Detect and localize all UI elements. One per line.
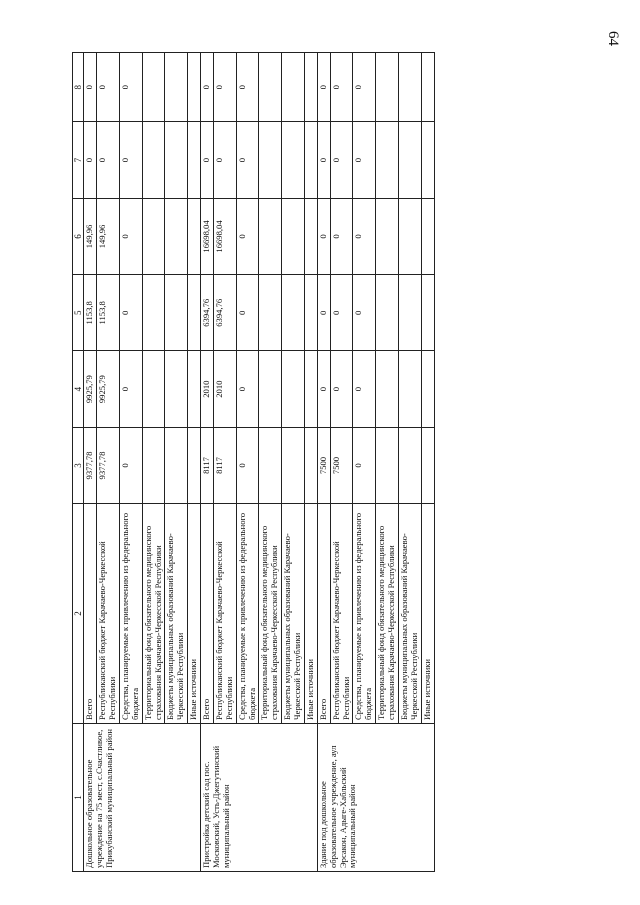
object-name-cell: Здание под дошкольное образовательное учреждение, аул Эрсакон, Адыге-Хабльский муниципальный район [317, 723, 434, 871]
value-cell: 9377,78 [84, 427, 97, 503]
column-header: 7 [73, 122, 84, 198]
value-cell [421, 275, 434, 351]
value-cell: 0 [353, 122, 376, 198]
column-header: 3 [73, 427, 84, 503]
value-cell [142, 122, 165, 198]
value-cell: 0 [330, 275, 353, 351]
value-cell: 0 [119, 198, 142, 274]
funding-source-cell: Территориальный фонд обязательного медицинского страхования Карачаево-Черкесской Республики [259, 504, 282, 724]
value-cell [142, 427, 165, 503]
value-cell [398, 122, 421, 198]
value-cell [165, 427, 188, 503]
value-cell [188, 427, 201, 503]
value-cell: 8117 [201, 427, 214, 503]
funding-source-cell: Всего [84, 504, 97, 724]
value-cell [188, 122, 201, 198]
value-cell: 0 [317, 351, 330, 427]
value-cell [188, 275, 201, 351]
funding-source-cell: Средства, планируемые к привлечению из федерального бюджета [353, 504, 376, 724]
column-header: 2 [73, 504, 84, 724]
value-cell: 0 [353, 275, 376, 351]
funding-source-cell: Территориальный фонд обязательного медицинского страхования Карачаево-Черкесской Республики [142, 504, 165, 724]
funding-source-cell: Республиканский бюджет Карачаево-Черкесской Республики [97, 504, 120, 724]
value-cell: 0 [353, 53, 376, 122]
value-cell [398, 53, 421, 122]
value-cell: 9377,78 [97, 427, 120, 503]
value-cell: 0 [201, 53, 214, 122]
column-header: 1 [73, 723, 84, 871]
value-cell [165, 351, 188, 427]
funding-source-cell: Иные источники [304, 504, 317, 724]
value-cell [421, 198, 434, 274]
value-cell: 8117 [213, 427, 236, 503]
value-cell [165, 53, 188, 122]
value-cell [421, 427, 434, 503]
value-cell: 149,96 [84, 198, 97, 274]
value-cell: 0 [236, 122, 259, 198]
object-name-cell: Пристройка детский сад пос. Московский, Усть-Джегутинский муниципальный район [201, 723, 318, 871]
value-cell [376, 351, 399, 427]
value-cell: 0 [317, 122, 330, 198]
value-cell: 0 [119, 275, 142, 351]
value-cell: 0 [330, 53, 353, 122]
value-cell: 2010 [201, 351, 214, 427]
value-cell: 16698,04 [201, 198, 214, 274]
value-cell [165, 198, 188, 274]
value-cell [304, 275, 317, 351]
value-cell [376, 275, 399, 351]
column-number-row [73, 53, 84, 872]
value-cell [165, 275, 188, 351]
value-cell: 0 [201, 122, 214, 198]
value-cell [142, 351, 165, 427]
object-name-cell: Дошкольное образовательное учреждение на 75 мест, с.Счастливое, Прикубанский муниципальный район [84, 723, 201, 871]
value-cell [259, 53, 282, 122]
value-cell [398, 198, 421, 274]
value-cell [259, 351, 282, 427]
value-cell [188, 198, 201, 274]
funding-source-cell: Иные источники [421, 504, 434, 724]
value-cell [304, 351, 317, 427]
value-cell [376, 122, 399, 198]
funding-source-cell: Бюджеты муниципальных образований Карачаево-Черкесской Республики [282, 504, 305, 724]
value-cell [304, 427, 317, 503]
value-cell: 0 [119, 351, 142, 427]
value-cell [421, 351, 434, 427]
value-cell: 0 [317, 275, 330, 351]
value-cell [165, 122, 188, 198]
value-cell [282, 122, 305, 198]
value-cell [259, 198, 282, 274]
funding-source-cell: Всего [201, 504, 214, 724]
value-cell [376, 53, 399, 122]
table-row [201, 53, 214, 872]
value-cell: 0 [236, 198, 259, 274]
value-cell: 0 [317, 53, 330, 122]
value-cell [188, 351, 201, 427]
value-cell: 16698,04 [213, 198, 236, 274]
value-cell [398, 427, 421, 503]
value-cell [142, 275, 165, 351]
value-cell [376, 198, 399, 274]
page-number: 64 [605, 31, 621, 46]
funding-source-cell: Республиканский бюджет Карачаево-Черкесской Республики [213, 504, 236, 724]
value-cell [259, 122, 282, 198]
value-cell [142, 198, 165, 274]
value-cell: 0 [84, 53, 97, 122]
value-cell [282, 198, 305, 274]
funding-source-cell: Бюджеты муниципальных образований Карачаево-Черкесской Республики [398, 504, 421, 724]
column-header: 8 [73, 53, 84, 122]
value-cell [282, 53, 305, 122]
value-cell [304, 53, 317, 122]
funding-source-cell: Республиканский бюджет Карачаево-Черкесской Республики [330, 504, 353, 724]
value-cell [398, 351, 421, 427]
column-header: 6 [73, 198, 84, 274]
value-cell: 1153,8 [84, 275, 97, 351]
funding-source-cell: Иные источники [188, 504, 201, 724]
value-cell: 0 [97, 53, 120, 122]
value-cell: 0 [353, 427, 376, 503]
value-cell: 6394,76 [201, 275, 214, 351]
funding-source-cell: Бюджеты муниципальных образований Карачаево-Черкесской Республики [165, 504, 188, 724]
funding-source-cell: Средства, планируемые к привлечению из федерального бюджета [119, 504, 142, 724]
value-cell: 9925,79 [84, 351, 97, 427]
table-row [84, 53, 97, 872]
value-cell [259, 427, 282, 503]
value-cell: 1153,8 [97, 275, 120, 351]
value-cell: 0 [330, 122, 353, 198]
value-cell: 0 [236, 53, 259, 122]
table-body [73, 53, 435, 872]
value-cell: 0 [330, 198, 353, 274]
value-cell: 0 [97, 122, 120, 198]
table-row [317, 53, 330, 872]
value-cell [398, 275, 421, 351]
value-cell: 0 [236, 351, 259, 427]
value-cell [142, 53, 165, 122]
value-cell [376, 427, 399, 503]
value-cell: 9925,79 [97, 351, 120, 427]
value-cell: 0 [317, 198, 330, 274]
value-cell: 2010 [213, 351, 236, 427]
funding-table [72, 52, 435, 872]
value-cell: 0 [353, 198, 376, 274]
value-cell: 0 [84, 122, 97, 198]
value-cell: 149,96 [97, 198, 120, 274]
value-cell: 0 [119, 427, 142, 503]
value-cell [421, 53, 434, 122]
value-cell: 0 [236, 427, 259, 503]
funding-source-cell: Всего [317, 504, 330, 724]
value-cell [259, 275, 282, 351]
value-cell: 7500 [317, 427, 330, 503]
value-cell [282, 351, 305, 427]
value-cell: 0 [236, 275, 259, 351]
funding-source-cell: Средства, планируемые к привлечению из федерального бюджета [236, 504, 259, 724]
value-cell [421, 122, 434, 198]
value-cell [304, 122, 317, 198]
funding-source-cell: Территориальный фонд обязательного медицинского страхования Карачаево-Черкесской Республики [376, 504, 399, 724]
value-cell: 7500 [330, 427, 353, 503]
value-cell: 0 [119, 53, 142, 122]
value-cell: 0 [119, 122, 142, 198]
value-cell: 0 [330, 351, 353, 427]
rotated-table-container [72, 52, 602, 872]
value-cell [188, 53, 201, 122]
value-cell: 6394,76 [213, 275, 236, 351]
value-cell: 0 [353, 351, 376, 427]
value-cell: 0 [213, 53, 236, 122]
value-cell [304, 198, 317, 274]
value-cell: 0 [213, 122, 236, 198]
column-header: 5 [73, 275, 84, 351]
value-cell [282, 427, 305, 503]
column-header: 4 [73, 351, 84, 427]
value-cell [282, 275, 305, 351]
